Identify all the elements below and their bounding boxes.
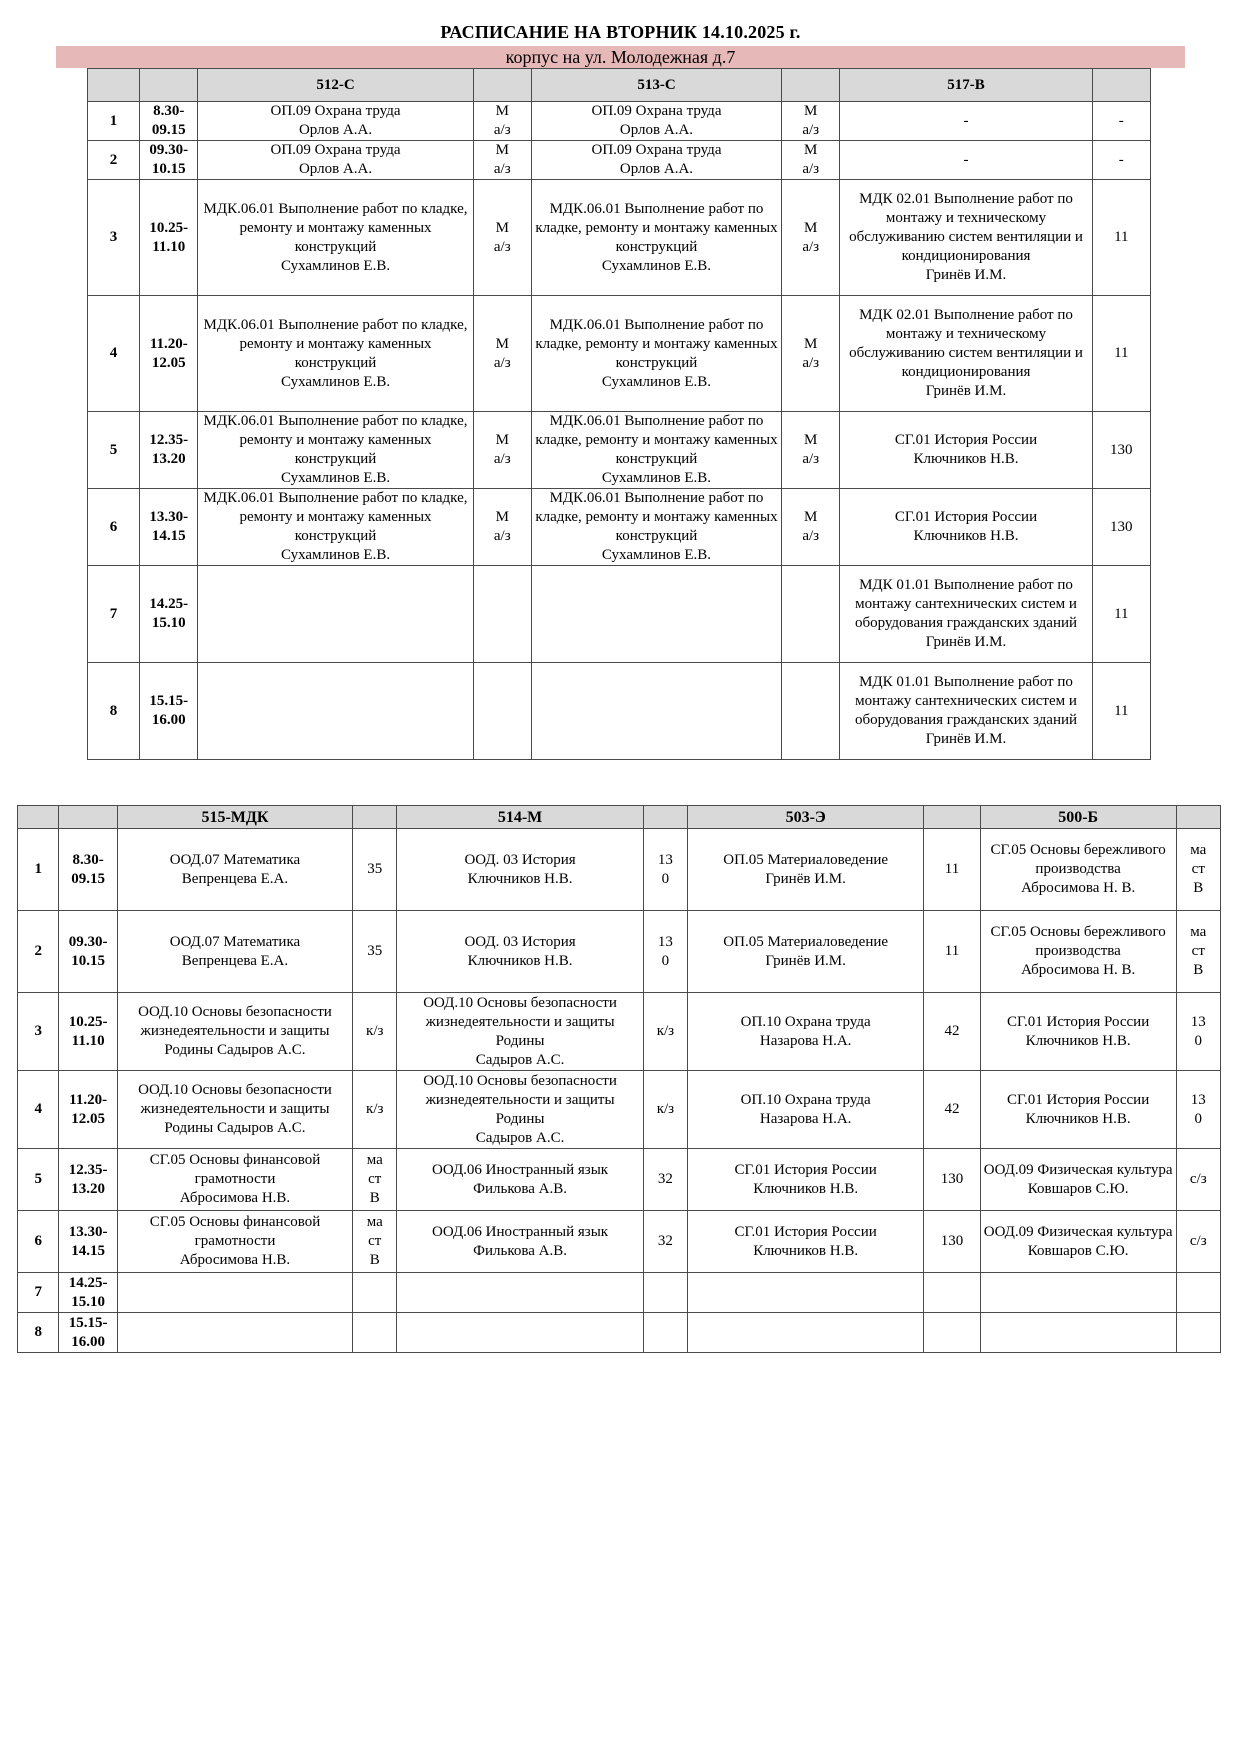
room-cell [1176,1313,1220,1353]
lesson-number: 1 [88,102,140,141]
group-header: 517-В [840,69,1092,102]
lesson-number: 2 [18,911,59,993]
room-cell [473,663,531,760]
lesson-cell: СГ.05 Основы бережливого производства Абросимова Н. В. [980,911,1176,993]
room-cell: 130 [924,1149,981,1211]
lesson-cell: МДК 01.01 Выполнение работ по монтажу сантехнических систем и оборудования гражданских зданий Гринёв И.М. [840,663,1092,760]
room-cell: М а/з [473,296,531,412]
table-row [18,1211,1221,1273]
room-cell [353,1273,397,1313]
lesson-cell: ОП.09 Охрана труда Орлов А.А. [198,141,473,180]
lesson-number: 5 [88,412,140,489]
group-header: 503-Э [688,806,924,829]
room-cell [353,1313,397,1353]
room-cell: 42 [924,993,981,1071]
lesson-cell: МДК.06.01 Выполнение работ по кладке, ремонту и монтажу каменных конструкций Сухамлинов Е.В. [531,180,781,296]
lesson-number: 8 [88,663,140,760]
lesson-cell: СГ.05 Основы финансовой грамотности Абросимова Н.В. [117,1149,352,1211]
lesson-time: 8.30- 09.15 [140,102,198,141]
room-cell [924,1273,981,1313]
lesson-cell [531,566,781,663]
room-cell: 42 [924,1071,981,1149]
lesson-number: 1 [18,829,59,911]
lesson-cell: - [840,102,1092,141]
room-cell: к/з [643,1071,687,1149]
lesson-number: 7 [88,566,140,663]
lesson-cell: ОП.09 Охрана труда Орлов А.А. [531,141,781,180]
lesson-number: 3 [18,993,59,1071]
room-cell: к/з [353,1071,397,1149]
lesson-cell: ООД.10 Основы безопасности жизнедеятельности и защиты Родины Садыров А.С. [117,1071,352,1149]
lesson-cell: ООД.07 Математика Вепренцева Е.А. [117,911,352,993]
room-cell: 130 [1092,489,1150,566]
lesson-time: 14.25- 15.10 [140,566,198,663]
room-cell: с/з [1176,1211,1220,1273]
lesson-cell [397,1313,643,1353]
lesson-time: 15.15- 16.00 [59,1313,118,1353]
table-row [18,1313,1221,1353]
lesson-time: 13.30- 14.15 [140,489,198,566]
header-time-cell [59,806,118,829]
lesson-cell: СГ.05 Основы финансовой грамотности Абросимова Н.В. [117,1211,352,1273]
lesson-time: 15.15- 16.00 [140,663,198,760]
room-cell: 11 [1092,180,1150,296]
lesson-cell: МДК.06.01 Выполнение работ по кладке, ремонту и монтажу каменных конструкций Сухамлинов Е.В. [198,296,473,412]
table-row [88,489,1151,566]
room-cell: 11 [924,911,981,993]
room-cell: ма ст В [353,1211,397,1273]
lesson-cell: МДК.06.01 Выполнение работ по кладке, ремонту и монтажу каменных конструкций Сухамлинов Е.В. [531,412,781,489]
lesson-time: 8.30- 09.15 [59,829,118,911]
room-cell: с/з [1176,1149,1220,1211]
lesson-number: 4 [88,296,140,412]
lesson-number: 8 [18,1313,59,1353]
lesson-cell: ОП.05 Материаловедение Гринёв И.М. [688,911,924,993]
lesson-time: 14.25- 15.10 [59,1273,118,1313]
table-row [88,566,1151,663]
room-cell: 11 [1092,296,1150,412]
lesson-time: 11.20- 12.05 [59,1071,118,1149]
room-cell: М а/з [782,489,840,566]
lesson-cell: МДК 01.01 Выполнение работ по монтажу сантехнических систем и оборудования гражданских зданий Гринёв И.М. [840,566,1092,663]
room-cell: - [1092,141,1150,180]
table-row [88,663,1151,760]
lesson-cell: ОП.10 Охрана труда Назарова Н.А. [688,1071,924,1149]
lesson-cell [980,1313,1176,1353]
room-cell [782,566,840,663]
room-cell: к/з [643,993,687,1071]
room-cell: 35 [353,829,397,911]
lesson-cell: МДК.06.01 Выполнение работ по кладке, ремонту и монтажу каменных конструкций Сухамлинов Е.В. [531,489,781,566]
header-room-cell [1176,806,1220,829]
lesson-cell [531,663,781,760]
lesson-cell: ООД. 03 История Ключников Н.В. [397,829,643,911]
lesson-cell: СГ.05 Основы бережливого производства Абросимова Н. В. [980,829,1176,911]
lesson-cell: ООД.10 Основы безопасности жизнедеятельности и защиты Родины Садыров А.С. [117,993,352,1071]
header-room-cell [473,69,531,102]
room-cell: 32 [643,1211,687,1273]
lesson-number: 7 [18,1273,59,1313]
room-cell: М а/з [782,180,840,296]
lesson-number: 5 [18,1149,59,1211]
room-cell: - [1092,102,1150,141]
lesson-number: 4 [18,1071,59,1149]
room-cell: 32 [643,1149,687,1211]
lesson-cell [198,663,473,760]
page-title: РАСПИСАНИЕ НА ВТОРНИК 14.10.2025 г. [440,22,801,42]
room-cell [643,1313,687,1353]
room-cell: 130 [924,1211,981,1273]
table-row [88,412,1151,489]
table-row [18,829,1221,911]
table-row [88,102,1151,141]
room-cell: к/з [353,993,397,1071]
lesson-cell: ООД. 03 История Ключников Н.В. [397,911,643,993]
lesson-time: 10.25- 11.10 [59,993,118,1071]
header-room-cell [924,806,981,829]
lesson-cell: СГ.01 История России Ключников Н.В. [980,1071,1176,1149]
room-cell: ма ст В [1176,829,1220,911]
lesson-time: 11.20- 12.05 [140,296,198,412]
lesson-cell [980,1273,1176,1313]
group-header: 514-М [397,806,643,829]
lesson-time: 09.30- 10.15 [140,141,198,180]
lesson-time: 10.25- 11.10 [140,180,198,296]
room-cell: М а/з [473,180,531,296]
lesson-cell: ООД.10 Основы безопасности жизнедеятельности и защиты Родины Садыров А.С. [397,993,643,1071]
lesson-cell: СГ.01 История России Ключников Н.В. [980,993,1176,1071]
lesson-cell: ООД.09 Физическая культура Ковшаров С.Ю. [980,1211,1176,1273]
room-cell: 13 0 [643,829,687,911]
lesson-cell: ООД.09 Физическая культура Ковшаров С.Ю. [980,1149,1176,1211]
room-cell: 130 [1092,412,1150,489]
room-cell: 11 [924,829,981,911]
lesson-time: 12.35- 13.20 [59,1149,118,1211]
group-header: 512-С [198,69,473,102]
table-header-row [18,806,1221,829]
table-row [18,1071,1221,1149]
lesson-cell: ООД.06 Иностранный язык Филькова А.В. [397,1211,643,1273]
room-cell: ма ст В [353,1149,397,1211]
lesson-cell: СГ.01 История России Ключников Н.В. [688,1149,924,1211]
lesson-time: 12.35- 13.20 [140,412,198,489]
room-cell [473,566,531,663]
table-row [18,911,1221,993]
schedule-table-2 [17,805,1221,1353]
table-row [88,180,1151,296]
group-header: 515-МДК [117,806,352,829]
lesson-cell: ООД.10 Основы безопасности жизнедеятельности и защиты Родины Садыров А.С. [397,1071,643,1149]
room-cell [782,663,840,760]
table-row [18,993,1221,1071]
lesson-number: 3 [88,180,140,296]
room-cell: 13 0 [643,911,687,993]
room-cell: 13 0 [1176,1071,1220,1149]
room-cell [1176,1273,1220,1313]
lesson-cell [198,566,473,663]
header-room-cell [1092,69,1150,102]
lesson-cell [688,1313,924,1353]
group-header: 500-Б [980,806,1176,829]
room-cell: ма ст В [1176,911,1220,993]
lesson-number: 6 [18,1211,59,1273]
room-cell: М а/з [473,141,531,180]
lesson-cell: МДК 02.01 Выполнение работ по монтажу и техническому обслуживанию систем вентиляции и кондиционирования Гринёв И.М. [840,296,1092,412]
lesson-cell [397,1273,643,1313]
building-subtitle: корпус на ул. Молодежная д.7 [56,46,1185,68]
room-cell: М а/з [782,102,840,141]
group-header: 513-С [531,69,781,102]
lesson-cell: СГ.01 История России Ключников Н.В. [688,1211,924,1273]
lesson-time: 09.30- 10.15 [59,911,118,993]
lesson-cell: МДК.06.01 Выполнение работ по кладке, ремонту и монтажу каменных конструкций Сухамлинов Е.В. [198,412,473,489]
lesson-cell [117,1273,352,1313]
lesson-cell: ООД.07 Математика Вепренцева Е.А. [117,829,352,911]
lesson-cell: СГ.01 История России Ключников Н.В. [840,489,1092,566]
lesson-number: 6 [88,489,140,566]
lesson-cell: ОП.09 Охрана труда Орлов А.А. [531,102,781,141]
lesson-cell: ОП.09 Охрана труда Орлов А.А. [198,102,473,141]
table-row [88,141,1151,180]
lesson-cell: ООД.06 Иностранный язык Филькова А.В. [397,1149,643,1211]
lesson-cell [117,1313,352,1353]
lesson-number: 2 [88,141,140,180]
table-row [18,1273,1221,1313]
lesson-cell [688,1273,924,1313]
lesson-cell: СГ.01 История России Ключников Н.В. [840,412,1092,489]
lesson-cell: МДК 02.01 Выполнение работ по монтажу и техническому обслуживанию систем вентиляции и кондиционирования Гринёв И.М. [840,180,1092,296]
room-cell: 13 0 [1176,993,1220,1071]
room-cell [924,1313,981,1353]
room-cell: 11 [1092,566,1150,663]
lesson-cell: МДК.06.01 Выполнение работ по кладке, ремонту и монтажу каменных конструкций Сухамлинов Е.В. [531,296,781,412]
room-cell: М а/з [782,141,840,180]
lesson-cell: ОП.10 Охрана труда Назарова Н.А. [688,993,924,1071]
room-cell [643,1273,687,1313]
schedule-table-1 [87,68,1151,760]
header-room-cell [643,806,687,829]
lesson-cell: МДК.06.01 Выполнение работ по кладке, ремонту и монтажу каменных конструкций Сухамлинов Е.В. [198,180,473,296]
header-num-cell [88,69,140,102]
room-cell: М а/з [782,296,840,412]
table-header-row [88,69,1151,102]
room-cell: М а/з [473,489,531,566]
header-time-cell [140,69,198,102]
lesson-cell: МДК.06.01 Выполнение работ по кладке, ремонту и монтажу каменных конструкций Сухамлинов Е.В. [198,489,473,566]
room-cell: М а/з [473,412,531,489]
header-num-cell [18,806,59,829]
table-row [88,296,1151,412]
room-cell: 11 [1092,663,1150,760]
header-room-cell [782,69,840,102]
table-row [18,1149,1221,1211]
lesson-time: 13.30- 14.15 [59,1211,118,1273]
lesson-cell: - [840,141,1092,180]
lesson-cell: ОП.05 Материаловедение Гринёв И.М. [688,829,924,911]
room-cell: М а/з [473,102,531,141]
room-cell: М а/з [782,412,840,489]
header-room-cell [353,806,397,829]
room-cell: 35 [353,911,397,993]
